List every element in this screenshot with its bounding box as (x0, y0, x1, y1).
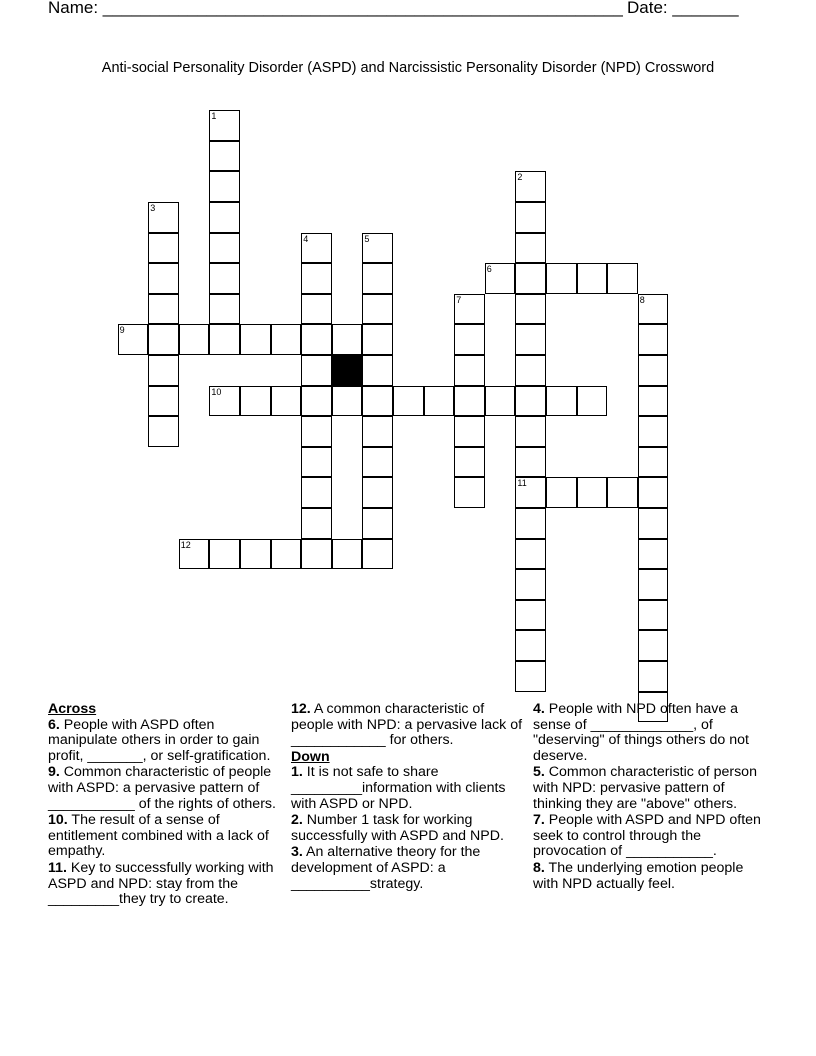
grid-cell[interactable] (209, 233, 240, 264)
grid-cell[interactable] (301, 294, 332, 325)
grid-cell[interactable] (209, 324, 240, 355)
grid-cell[interactable] (577, 477, 608, 508)
grid-cell[interactable] (301, 386, 332, 417)
grid-cell[interactable] (638, 539, 669, 570)
page-title: Anti-social Personality Disorder (ASPD) and Narcissistic Personality Disorder (NPD) Crossword (101, 60, 715, 76)
grid-cell[interactable] (148, 294, 179, 325)
grid-cell[interactable] (362, 263, 393, 294)
clue-down-3: 3. An alternative theory for the development of ASPD: a __________strategy. (291, 844, 481, 892)
clue-number: 4 (303, 233, 309, 244)
grid-cell[interactable] (148, 416, 179, 447)
grid-cell[interactable] (454, 386, 485, 417)
grid-cell[interactable] (271, 386, 302, 417)
clue-number: 7 (456, 294, 462, 305)
clue-number: 9 (119, 325, 125, 336)
grid-cell[interactable] (332, 539, 363, 570)
grid-cell[interactable] (424, 386, 455, 417)
clue-down-1: 1. It is not safe to share _________information with clients with ASPD or NPD. (291, 764, 506, 812)
grid-cell[interactable] (179, 324, 210, 355)
clue-number: 8 (639, 294, 645, 305)
grid-cell[interactable] (148, 355, 179, 386)
grid-cell[interactable] (148, 386, 179, 417)
grid-cell[interactable] (515, 263, 546, 294)
grid-cell[interactable] (362, 416, 393, 447)
grid-cell[interactable] (301, 539, 332, 570)
grid-cell[interactable] (209, 202, 240, 233)
grid-cell[interactable] (362, 386, 393, 417)
grid-cell[interactable] (638, 477, 669, 508)
grid-cell[interactable] (209, 539, 240, 570)
clue-down-8: 8. The underlying emotion people with NPD actually feel. (533, 859, 744, 892)
clue-number: 12 (180, 539, 191, 550)
grid-cell[interactable] (515, 569, 546, 600)
grid-cell[interactable] (515, 600, 546, 631)
grid-cell[interactable] (454, 416, 485, 447)
grid-cell[interactable] (638, 355, 669, 386)
grid-cell[interactable] (209, 171, 240, 202)
grid-cell[interactable] (209, 294, 240, 325)
grid-cell[interactable] (607, 263, 638, 294)
grid-cell[interactable] (240, 539, 271, 570)
clue-across-12: 12. A common characteristic of people with NPD: a pervasive lack of ____________ for others. (291, 701, 523, 749)
grid-cell[interactable] (362, 324, 393, 355)
grid-cell[interactable] (148, 324, 179, 355)
grid-cell[interactable] (638, 324, 669, 355)
down-heading: Down (291, 748, 330, 765)
clue-down-2: 2. Number 1 task for working successfully with ASPD and NPD. (291, 812, 504, 844)
grid-cell[interactable] (301, 263, 332, 294)
grid-cell[interactable] (546, 386, 577, 417)
grid-cell[interactable] (638, 600, 669, 631)
grid-cell[interactable] (638, 447, 669, 478)
name-field[interactable]: Name: _______________________________________________________ (48, 0, 623, 17)
grid-cell[interactable] (301, 416, 332, 447)
clue-number: 3 (150, 203, 156, 213)
grid-cell[interactable] (638, 569, 669, 600)
grid-cell[interactable] (301, 477, 332, 508)
grid-cell[interactable] (515, 386, 546, 417)
clue-number: 6 (486, 264, 492, 275)
clue-across-10: 10. The result of a sense of entitlement combined with a lack of empathy. (48, 812, 269, 860)
grid-cell[interactable] (515, 539, 546, 570)
grid-cell[interactable] (515, 355, 546, 386)
grid-cell[interactable] (515, 202, 546, 233)
clue-number: 11 (517, 478, 527, 489)
grid-cell[interactable] (515, 508, 546, 539)
date-field[interactable]: Date: _______ (627, 0, 739, 17)
grid-cell[interactable] (577, 386, 608, 417)
grid-cell[interactable] (577, 263, 608, 294)
grid-cell[interactable] (607, 477, 638, 508)
grid-cell[interactable] (209, 263, 240, 294)
grid-cell[interactable] (638, 416, 669, 447)
clue-across-9: 9. Common characteristic of people with ASPD: a pervasive pattern of ___________ of the rights of others. (48, 764, 276, 812)
grid-cell[interactable] (362, 447, 393, 478)
grid-cell[interactable] (271, 324, 302, 355)
grid-cell[interactable] (454, 477, 485, 508)
grid-cell[interactable] (638, 508, 669, 539)
grid-cell[interactable] (209, 141, 240, 172)
clue-down-4: 4. People with NPD often have a sense of _____________, of "deserving" of things others do not deserve. (533, 701, 749, 764)
grid-cell[interactable] (515, 416, 546, 447)
grid-cell[interactable] (362, 477, 393, 508)
grid-cell[interactable] (301, 447, 332, 478)
grid-cell[interactable] (362, 539, 393, 570)
clues-column-1 (48, 702, 280, 909)
clue-number: 1 (211, 111, 217, 122)
grid-cell[interactable] (362, 355, 393, 386)
grid-cell[interactable] (301, 355, 332, 386)
grid-cell[interactable] (362, 294, 393, 325)
grid-cell[interactable] (271, 539, 302, 570)
clue-across-6: 6. People with ASPD often manipulate others in order to gain profit, _______, or self-gratification. (48, 716, 271, 764)
across-heading: Across (48, 701, 97, 717)
grid-cell[interactable] (454, 447, 485, 478)
grid-cell[interactable] (240, 386, 271, 417)
grid-cell[interactable] (515, 630, 546, 661)
clue-across-11: 11. Key to successfully working with ASPD and NPD: stay from the _________they try to create. (48, 859, 274, 908)
clues-column-2 (291, 702, 527, 893)
clues-column-3 (533, 702, 765, 893)
grid-cell[interactable] (301, 508, 332, 539)
grid-cell[interactable] (332, 386, 363, 417)
grid-cell[interactable] (515, 447, 546, 478)
grid-cell[interactable] (515, 294, 546, 325)
grid-cell[interactable] (515, 661, 546, 692)
grid-cell[interactable] (638, 630, 669, 661)
grid-cell[interactable] (515, 324, 546, 355)
grid-cell[interactable] (638, 386, 669, 417)
grid-cell[interactable] (454, 324, 485, 355)
blocked-cell (332, 355, 363, 386)
grid-cell[interactable] (240, 324, 271, 355)
grid-cell[interactable] (546, 263, 577, 294)
clue-number: 10 (211, 386, 222, 397)
grid-cell[interactable] (485, 386, 516, 417)
grid-cell[interactable] (546, 477, 577, 508)
grid-cell[interactable] (515, 233, 546, 264)
clue-number: 2 (517, 172, 523, 183)
clue-number: 5 (364, 233, 370, 244)
grid-cell[interactable] (454, 355, 485, 386)
grid-cell[interactable] (362, 508, 393, 539)
grid-cell[interactable] (393, 386, 424, 417)
grid-cell[interactable] (332, 324, 363, 355)
grid-cell[interactable] (301, 324, 332, 355)
clue-down-7: 7. People with ASPD and NPD often seek to control through the provocation of ___________. (533, 812, 761, 860)
grid-cell[interactable] (148, 233, 179, 264)
clue-down-5: 5. Common characteristic of person with NPD: pervasive pattern of thinking they are "above" others. (533, 764, 757, 812)
grid-cell[interactable] (148, 263, 179, 294)
grid-cell[interactable] (638, 661, 669, 692)
